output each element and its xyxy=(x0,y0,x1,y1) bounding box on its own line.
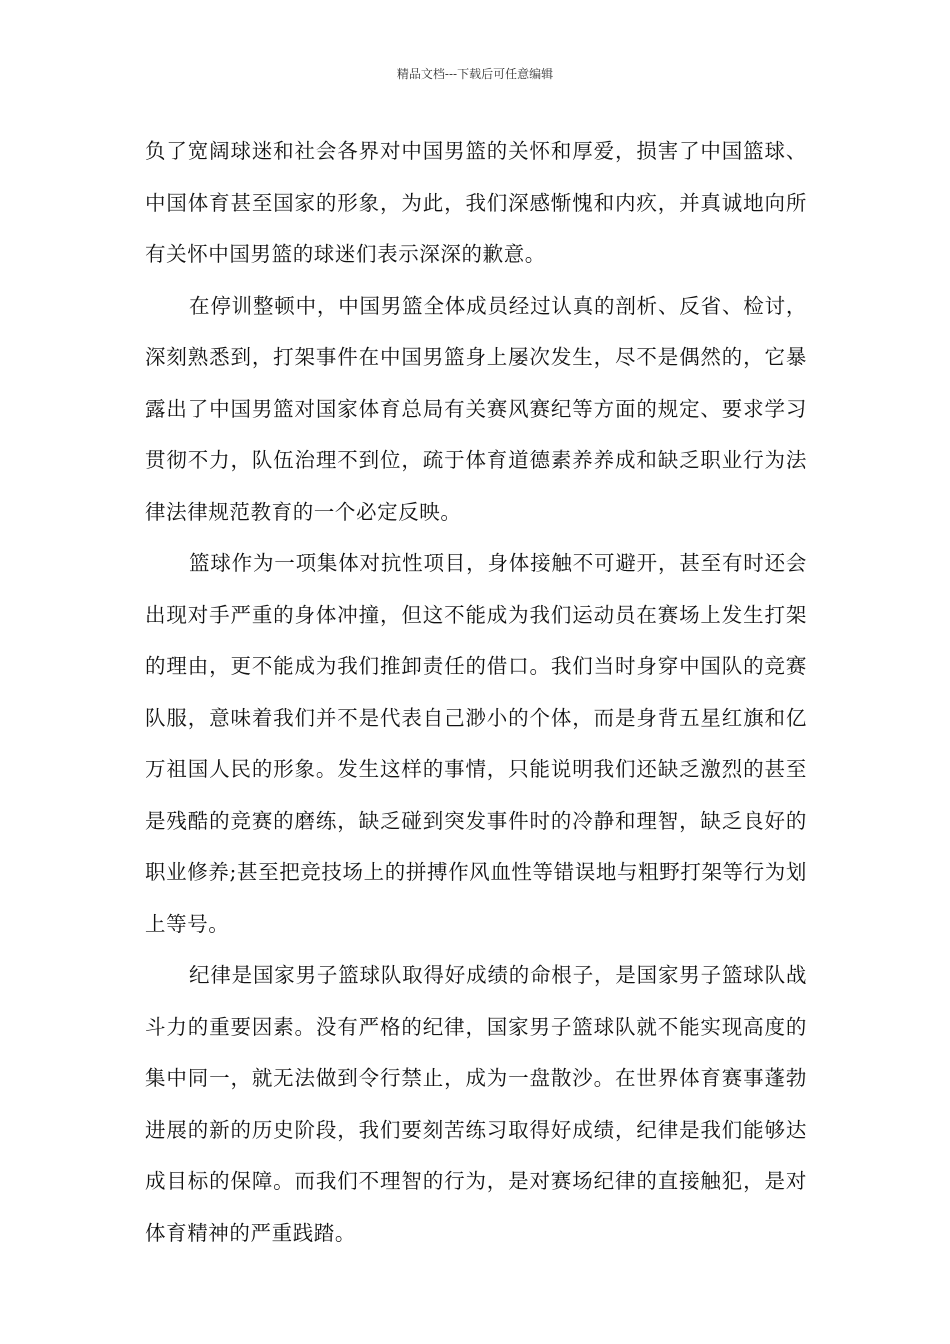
document-body xyxy=(145,126,807,1259)
page-header: 精品文档---下载后可任意编辑 xyxy=(396,67,554,81)
paragraph-continued: 负了宽阔球迷和社会各界对中国男篮的关怀和厚爱，损害了中国篮球、中国体育甚至国家的形象，为此，我们深感惭愧和内疚，并真诚地向所有关怀中国男篮的球迷们表示深深的歉意。 xyxy=(145,139,807,266)
paragraph-self-reflection: 在停训整顿中，中国男篮全体成员经过认真的剖析、反省、检讨，深刻熟悉到，打架事件在中国男篮身上屡次发生，尽不是偶然的，它暴露出了中国男篮对国家体育总局有关赛风赛纪等方面的规定、要求学习贯彻不力，队伍治理不到位，疏于体育道德素养养成和缺乏职业行为法律法律规范教育的一个必定反映。 xyxy=(145,293,807,524)
paragraph-discipline: 纪律是国家男子篮球队取得好成绩的命根子，是国家男子篮球队战斗力的重要因素。没有严格的纪律，国家男子篮球队就不能实现高度的集中同一，就无法做到令行禁止，成为一盘散沙。在世界体育赛事蓬勃进展的新的历史阶段，我们要刻苦练习取得好成绩，纪律是我们能够达成目标的保障。而我们不理智的行为，是对赛场纪律的直接触犯，是对体育精神的严重践踏。 xyxy=(145,963,807,1245)
paragraph-basketball-contact: 篮球作为一项集体对抗性项目，身体接触不可避开，甚至有时还会出现对手严重的身体冲撞，但这不能成为我们运动员在赛场上发生打架的理由，更不能成为我们推卸责任的借口。我们当时身穿中国队的竞赛队服，意味着我们并不是代表自己渺小的个体，而是身背五星红旗和亿万祖国人民的形象。发生这样的事情，只能说明我们还缺乏激烈的甚至是残酷的竞赛的磨练，缺乏碰到突发事件时的冷静和理智，缺乏良好的职业修养;甚至把竞技场上的拼搏作风血性等错误地与粗野打架等行为划上等号。 xyxy=(145,551,807,936)
